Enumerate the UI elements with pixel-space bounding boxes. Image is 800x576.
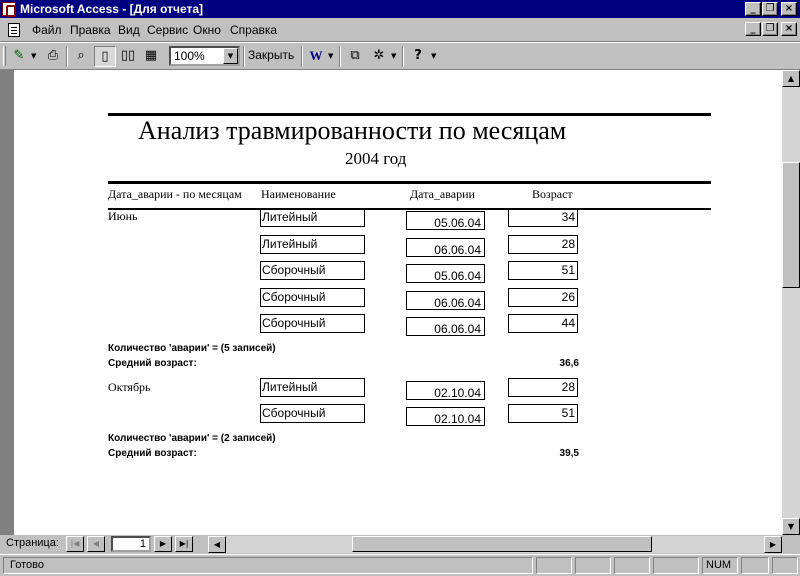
cell-age: 51 xyxy=(508,404,578,423)
multiple-pages-icon[interactable]: ▦ xyxy=(144,48,158,63)
vertical-scroll-thumb[interactable] xyxy=(782,162,800,288)
status-panel xyxy=(772,557,798,574)
print-icon[interactable]: ⎙ xyxy=(47,48,59,63)
toolbar-separator xyxy=(66,46,68,67)
toolbar-separator xyxy=(402,46,404,67)
doc-minimize-button[interactable]: _ xyxy=(745,22,761,36)
database-window-icon[interactable]: ⧉ xyxy=(350,48,360,63)
new-object-dropdown-icon[interactable]: ▼ xyxy=(391,52,397,60)
cell-date: 06.06.04 xyxy=(406,291,485,310)
toolbar-separator xyxy=(301,46,303,67)
cell-age: 51 xyxy=(508,261,578,280)
cell-date: 02.10.04 xyxy=(406,381,485,400)
menu-tools[interactable]: Сервис xyxy=(147,23,189,37)
one-page-icon[interactable]: ▯ xyxy=(94,46,116,67)
status-text: Готово xyxy=(3,557,533,574)
scroll-left-icon[interactable]: ◀ xyxy=(208,536,226,553)
scroll-down-icon[interactable]: ▼ xyxy=(782,518,800,535)
cell-age: 44 xyxy=(508,314,578,333)
report-document-icon[interactable] xyxy=(8,23,20,37)
cell-age: 26 xyxy=(508,288,578,307)
column-header-date: Дата_аварии xyxy=(410,187,475,201)
cell-age: 28 xyxy=(508,378,578,397)
group-month-label: Октябрь xyxy=(108,380,151,394)
menu-window[interactable]: Окно xyxy=(193,23,221,37)
zoom-dropdown-icon[interactable]: ▼ xyxy=(223,48,238,64)
cell-name: Литейный xyxy=(260,378,365,397)
report-title: Анализ травмированности по месяцам xyxy=(138,116,567,145)
cell-date: 06.06.04 xyxy=(406,317,485,336)
scroll-right-icon[interactable]: ▶ xyxy=(764,536,782,553)
num-lock-indicator: NUM xyxy=(702,557,738,574)
two-pages-icon[interactable]: ▯▯ xyxy=(120,48,136,63)
group-avg-label: Средний возраст: xyxy=(108,358,197,369)
menu-help[interactable]: Справка xyxy=(230,23,278,37)
status-panel xyxy=(536,557,572,574)
menu-edit[interactable]: Правка xyxy=(70,23,111,37)
doc-restore-button[interactable]: ❐ xyxy=(762,22,778,36)
cell-name: Сборочный xyxy=(260,404,365,423)
cell-name: Сборочный xyxy=(260,261,365,280)
menu-bar xyxy=(0,18,800,42)
group-count-text: Количество 'аварии' = (5 записей) xyxy=(108,343,276,354)
column-header-month: Дата_аварии - по месяцам xyxy=(108,187,242,201)
word-export-icon[interactable]: W xyxy=(309,48,323,63)
print-preview-toolbar xyxy=(0,42,800,70)
last-page-icon[interactable]: ▶| xyxy=(175,536,193,552)
menu-file[interactable]: Файл xyxy=(32,23,62,37)
design-view-icon[interactable]: ✎ xyxy=(13,48,25,63)
first-page-icon[interactable]: |◀ xyxy=(66,536,84,552)
cell-date: 05.06.04 xyxy=(406,211,485,230)
export-dropdown-icon[interactable]: ▼ xyxy=(328,52,334,60)
header-bottom-rule xyxy=(108,181,711,184)
title-bar xyxy=(0,0,800,18)
menu-view[interactable]: Вид xyxy=(118,23,140,37)
record-navigation-bar xyxy=(0,535,800,553)
next-page-icon[interactable]: ▶ xyxy=(154,536,172,552)
zoom-magnifier-icon[interactable]: ⌕ xyxy=(77,48,85,63)
status-panel xyxy=(653,557,699,574)
access-app-icon[interactable] xyxy=(2,2,16,16)
column-header-rule xyxy=(108,208,711,210)
status-bar xyxy=(0,554,800,576)
scroll-up-icon[interactable]: ▲ xyxy=(782,70,800,87)
cell-age: 34 xyxy=(508,208,578,227)
vertical-scrollbar[interactable] xyxy=(782,70,800,535)
page-label: Страница: xyxy=(6,537,59,549)
cell-age: 28 xyxy=(508,235,578,254)
column-header-name: Наименование xyxy=(261,187,336,201)
group-month-label: Июнь xyxy=(108,209,138,223)
restore-button[interactable]: ❐ xyxy=(762,2,778,16)
toolbar-separator xyxy=(243,46,245,67)
minimize-button[interactable]: _ xyxy=(745,2,761,16)
close-preview-button[interactable]: Закрыть xyxy=(248,48,295,62)
group-count-text: Количество 'аварии' = (2 записей) xyxy=(108,433,276,444)
help-dropdown-icon[interactable]: ▼ xyxy=(431,52,437,60)
previous-page-icon[interactable]: ◀ xyxy=(87,536,105,552)
horizontal-scroll-thumb[interactable] xyxy=(352,536,652,552)
cell-date: 05.06.04 xyxy=(406,264,485,283)
status-panel xyxy=(741,557,769,574)
doc-close-button[interactable]: × xyxy=(781,22,797,36)
help-icon[interactable]: ? xyxy=(414,48,422,63)
zoom-value: 100% xyxy=(174,49,205,63)
column-header-age: Возраст xyxy=(532,187,573,201)
toolbar-separator xyxy=(339,46,341,67)
zoom-combo[interactable] xyxy=(169,46,240,66)
new-object-icon[interactable]: ✲ xyxy=(373,48,385,63)
cell-date: 02.10.04 xyxy=(406,407,485,426)
cell-name: Литейный xyxy=(260,208,365,227)
cell-date: 06.06.04 xyxy=(406,238,485,257)
cell-name: Сборочный xyxy=(260,314,365,333)
cell-name: Сборочный xyxy=(260,288,365,307)
group-avg-value: 39,5 xyxy=(559,448,579,459)
status-panel xyxy=(614,557,650,574)
toolbar-grip[interactable] xyxy=(3,46,6,66)
horizontal-scrollbar[interactable] xyxy=(208,536,782,553)
view-dropdown-icon[interactable]: ▼ xyxy=(31,52,37,60)
close-button[interactable]: × xyxy=(781,2,797,16)
group-avg-value: 36,6 xyxy=(559,358,579,369)
report-page xyxy=(14,70,782,535)
report-year: 2004 год xyxy=(345,149,407,168)
cell-name: Литейный xyxy=(260,235,365,254)
window-title: Microsoft Access - [Для отчета] xyxy=(20,2,204,16)
page-number-input[interactable]: 1 xyxy=(111,536,151,552)
status-panel xyxy=(575,557,611,574)
group-avg-label: Средний возраст: xyxy=(108,448,197,459)
